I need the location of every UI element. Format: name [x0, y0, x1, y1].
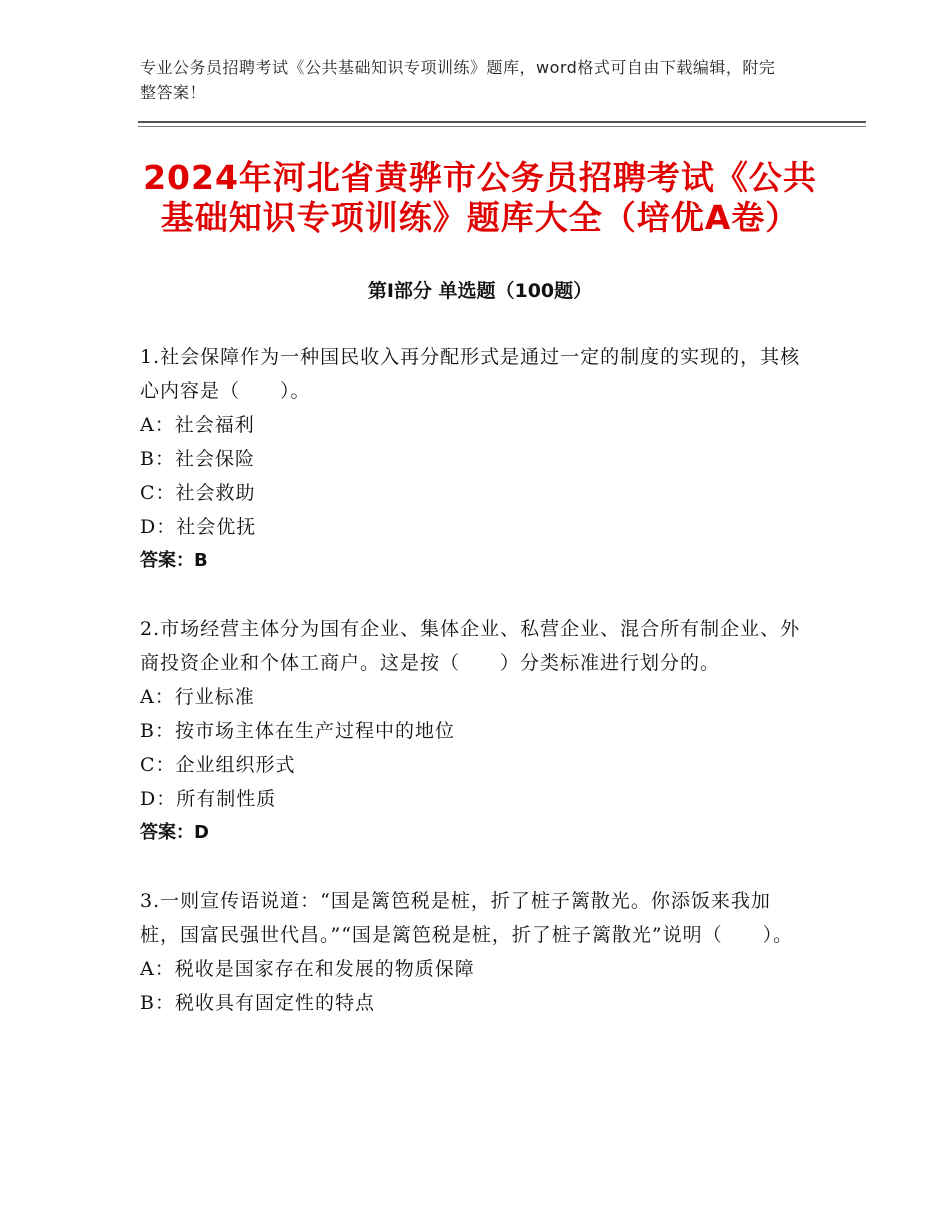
option-d: D：社会优抚 [140, 516, 257, 538]
option-a: A：税收是国家存在和发展的物质保障 [140, 958, 475, 980]
option-b: B：按市场主体在生产过程中的地位 [140, 720, 455, 742]
option-a: A：社会福利 [140, 414, 255, 436]
answer-line: 答案：B [140, 550, 208, 571]
option-b: B：税收具有固定性的特点 [140, 992, 375, 1014]
question-stem: 2.市场经营主体分为国有企业、集体企业、私营企业、混合所有制企业、外商投资企业和个体工商户。这是按（ ）分类标准进行划分的。 [140, 618, 801, 674]
document-title: 2024年河北省黄骅市公务员招聘考试《公共基础知识专项训练》题库大全（培优A卷） [143, 158, 817, 237]
option-c: C：企业组织形式 [140, 754, 296, 776]
option-c: C：社会救助 [140, 482, 256, 504]
option-a: A：行业标准 [140, 686, 255, 708]
question-item [140, 340, 810, 578]
section-heading: 第I部分 单选题（100题） [367, 280, 593, 302]
option-d: D：所有制性质 [140, 788, 277, 810]
question-list [140, 340, 810, 1020]
header-divider-thin [138, 126, 866, 127]
answer-line: 答案：D [140, 822, 209, 843]
document-header-note: 专业公务员招聘考试《公共基础知识专项训练》题库，word格式可自由下载编辑，附完整答案！ [140, 58, 776, 102]
question-stem: 1.社会保障作为一种国民收入再分配形式是通过一定的制度的实现的，其核心内容是（ ）。 [140, 346, 801, 402]
question-stem: 3.一则宣传语说道：“国是篱笆税是桩，折了桩子篱散光。你添饭来我加桩，国富民强世代昌。”“国是篱笆税是桩，折了桩子篱散光”说明（ ）。 [140, 890, 794, 946]
question-item [140, 884, 810, 1020]
header-divider-thick [138, 121, 866, 123]
option-b: B：社会保险 [140, 448, 255, 470]
question-item [140, 612, 810, 850]
